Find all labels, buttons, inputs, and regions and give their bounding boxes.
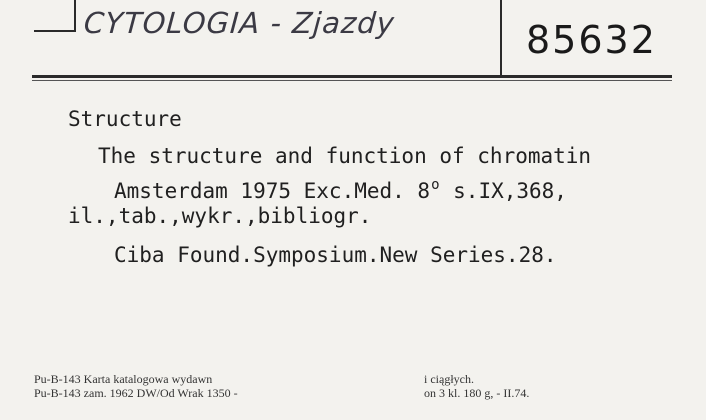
footer-left-line1: Pu-B-143 Karta katalogowa wydawn: [34, 372, 213, 386]
header-left-tick: [74, 0, 76, 32]
imprint-text-a: Amsterdam 1975 Exc.Med. 8: [114, 179, 431, 203]
subject-line: Structure: [68, 107, 182, 131]
series-line: Ciba Found.Symposium.New Series.28.: [114, 243, 557, 267]
footer-right-line2: on 3 kl. 180 g, - II.74.: [424, 386, 530, 400]
title-line: The structure and function of chromatin: [98, 144, 592, 168]
header-rule-thin: [32, 80, 672, 81]
subject-heading: CYTOLOGIA - Zjazdy: [82, 6, 397, 40]
catalog-number: 85632: [526, 18, 657, 62]
header-rule-thick: [32, 75, 672, 78]
footer-left-line2: Pu-B-143 zam. 1962 DW/Od Wrak 1350 -: [34, 386, 238, 400]
imprint-line: [114, 177, 567, 203]
footer-right-line1: i ciągłych.: [424, 372, 474, 386]
header-divider: [500, 0, 502, 76]
physical-description-line: il.,tab.,wykr.,bibliogr.: [68, 204, 372, 228]
imprint-text-b: s.IX,368,: [440, 179, 567, 203]
header-left-line: [34, 30, 74, 32]
format-superscript: o: [431, 177, 440, 193]
